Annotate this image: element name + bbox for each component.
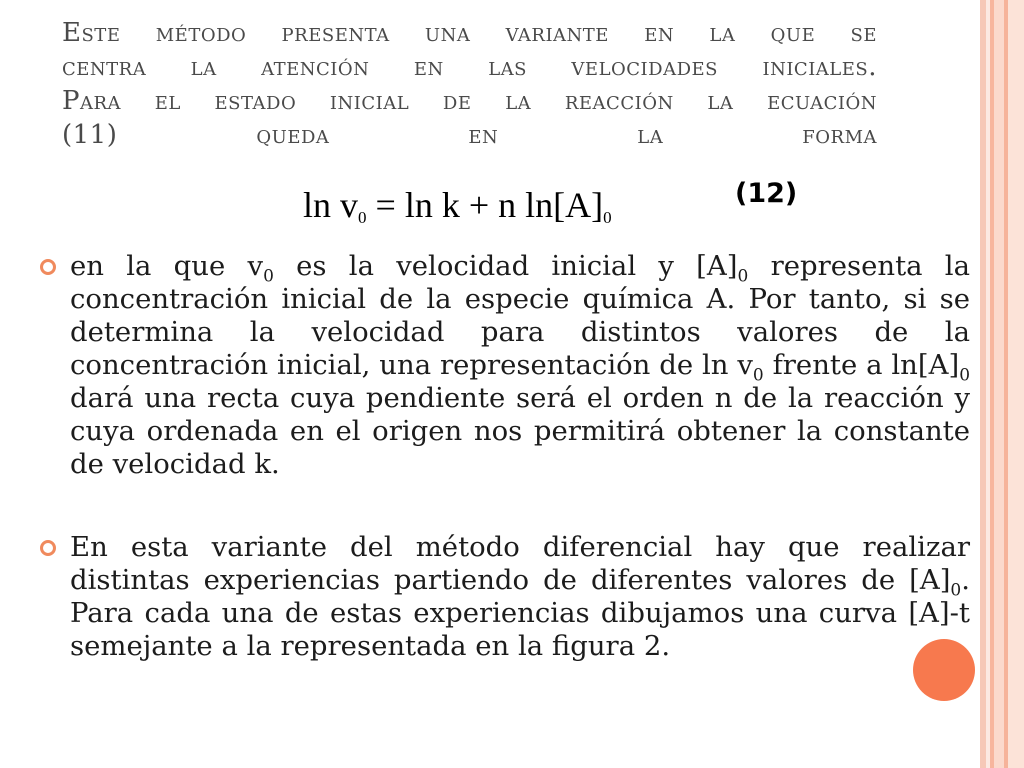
eq-subscript: 0 <box>358 208 367 227</box>
bullet-text: dará una recta cuya pendiente será el orden n de la reacción y cuya ordenada en el origen nos permitirá obtener la constante de velocidad k. <box>70 382 970 480</box>
decor-stripe <box>1008 0 1024 768</box>
bullet-text: en la que v <box>70 250 264 282</box>
decor-circle <box>913 639 975 701</box>
title-line: Para el estado inicial de la reacción la ecuación <box>62 86 877 116</box>
eq-rhs: = ln k + n ln[A] <box>366 185 604 225</box>
bullet-text: representa la concentración inicial de la especie química A. Por tanto, si se determina la velocidad para distintos valores de la concentración inicial, una representación de ln v <box>70 250 970 381</box>
bullet-text: frente a ln[A] <box>763 349 960 381</box>
equation-number: (12) <box>735 178 798 209</box>
bullet-item <box>40 250 970 481</box>
bullet-text: es la velocidad inicial y [A] <box>273 250 738 282</box>
decor-stripe <box>994 0 1004 768</box>
subscript: 0 <box>950 580 962 601</box>
bullet-list <box>40 250 970 663</box>
eq-subscript: 0 <box>603 208 612 227</box>
title-line: (11) queda en la forma <box>62 120 877 150</box>
bullet-circle-icon <box>40 540 56 556</box>
title-line: centra la atención en las velocidades iniciales. <box>62 52 877 82</box>
title-line: Este método presenta una variante en la que se <box>62 18 877 48</box>
subscript: 0 <box>959 365 971 386</box>
bullet-text: . Para cada una de estas experiencias dibujamos una curva [A]-t semejante a la representada en la figura 2. <box>70 564 970 662</box>
bullet-item <box>40 531 970 663</box>
slide-title <box>62 16 877 152</box>
rate-equation <box>303 183 612 240</box>
subscript: 0 <box>737 266 749 287</box>
bullet-circle-icon <box>40 259 56 275</box>
bullet-text: En esta variante del método diferencial hay que realizar distintas experiencias partiendo de diferentes valores de [A] <box>70 531 970 596</box>
subscript: 0 <box>263 266 274 287</box>
subscript: 0 <box>752 365 764 386</box>
eq-lhs: ln v <box>303 185 359 225</box>
